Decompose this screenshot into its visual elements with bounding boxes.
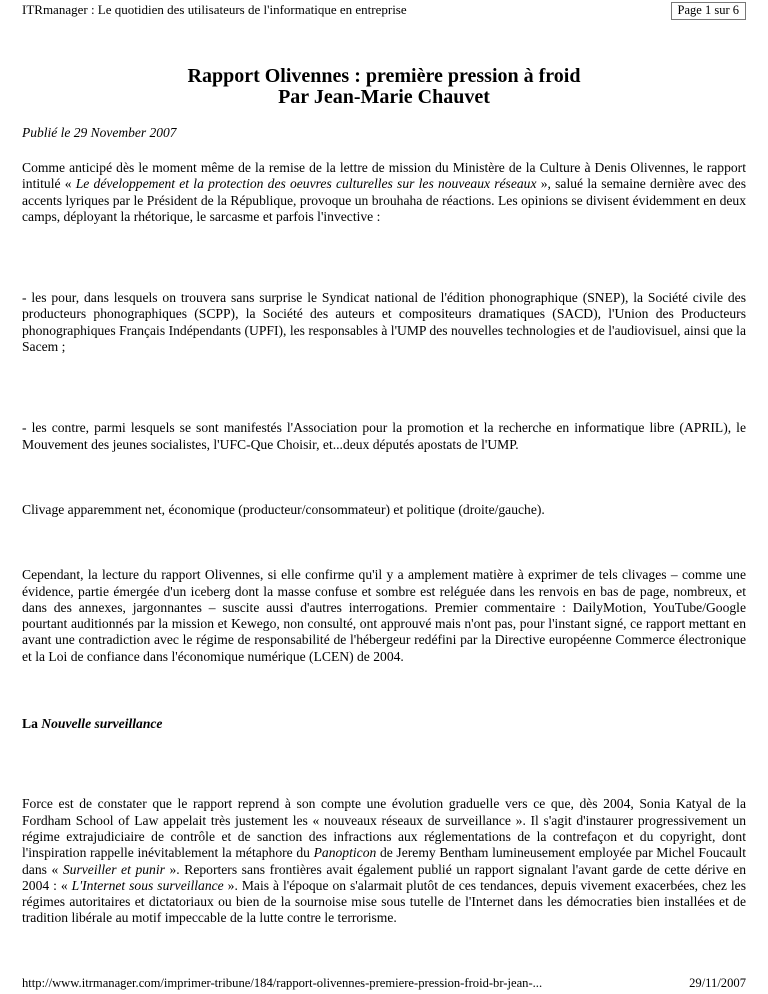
site-title: ITRmanager : Le quotidien des utilisateurs de l'informatique en entreprise bbox=[22, 2, 407, 17]
article-title bbox=[22, 66, 746, 108]
report-title: Le développement et la protection des oeuvres culturelles sur les nouveaux réseaux bbox=[75, 176, 537, 192]
title-line-1: Rapport Olivennes : première pression à froid bbox=[187, 65, 581, 87]
article-body bbox=[22, 160, 746, 927]
publication-date: Publié le 29 November 2007 bbox=[22, 125, 177, 140]
page-indicator: Page 1 sur 6 bbox=[671, 2, 746, 20]
section-heading: La Nouvelle surveillance bbox=[22, 716, 163, 732]
paragraph-cependant: Cependant, la lecture du rapport Olivennes, si elle confirme qu'il y a amplement matière à exprimer de tels clivages – comme une évidence, partie émergée d'un iceberg dont la masse confuse et sombre est reléguée dans les renvois en bas de page, nombreux, et dans des annexes, jargonnantes – suscite aussi d'autres interrogations. Premier commentaire : DailyMotion, YouTube/Google pourtant auditionnés par la mission et Kewego, non consulté, ont approuvé mais n'ont pas, pour l'instant signé, ce rapport mettant en avant une contradiction avec le régime de responsabilité de l'hébergeur redéfini par la Directive européenne Commerce électronique et la Loi de confiance dans l'économique numérique (LCEN) de 2004. bbox=[22, 567, 746, 664]
print-date: 29/11/2007 bbox=[689, 976, 746, 990]
paragraph-pour: - les pour, dans lesquels on trouvera sans surprise le Syndicat national de l'édition phonographique (SNEP), la Société civile des producteurs phonographiques (SCPP), la Société des auteurs et compositeurs dramatiques (SACD), l'Union des Producteurs phonographiques Français Indépendants (UPFI), les responsables à l'UMP des nouvelles technologies et de l'audiovisuel, ainsi que la Sacem ; bbox=[22, 290, 746, 355]
source-url: http://www.itrmanager.com/imprimer-tribune/184/rapport-olivennes-premiere-pression-froid-br-jean-... bbox=[22, 976, 543, 990]
paragraph-intro: Comme anticipé dès le moment même de la remise de la lettre de mission du Ministère de la Culture à Denis Olivennes, le rapport intitulé « Le développement et la protection des oeuvres culturelles sur les nouveaux réseaux », salué la semaine dernière avec des accents lyriques par le Président de la République, provoque un brouhaha de réactions. Les opinions se divisent évidemment en deux camps, déployant la rhétorique, le sarcasme et parfois l'invective : bbox=[22, 160, 746, 224]
paragraph-contre: - les contre, parmi lesquels se sont manifestés l'Association pour la promotion et la recherche en informatique libre (APRIL), le Mouvement des jeunes socialistes, l'UFC-Que Choisir, et...deux députés apostats de l'UMP. bbox=[22, 420, 746, 452]
paragraph-surveillance: Force est de constater que le rapport reprend à son compte une évolution graduelle vers ce que, dès 2004, Sonia Katyal de la Fordham School of Law appelait très justement les « nouveaux réseaux de surveillance ». Il s'agit d'instaurer progressivement un régime extrajudiciaire de contrôle et de sanction des infractions aux réglementations de la contrefaçon et du copyright, dont l'inspiration rappelle inévitablement la métaphore du Panopticon de Jeremy Bentham lumineusement employée par Michel Foucault dans « Surveiller et punir ». Reporters sans frontières avait également publié un rapport signalant l'avant garde de cette dérive en 2004 : « L'Internet sous surveillance ». Mais à l'époque on s'alarmait plutôt de ces tendances, depuis vivement exacerbées, chez les régimes autoritaires et dictatoriaux ou bien de la sournoise mise sous tutelle de l'Internet dans les démocraties bien installées et de tradition libérale au motif impeccable de la lutte contre le terrorisme. bbox=[22, 796, 746, 926]
title-line-2: Par Jean-Marie Chauvet bbox=[278, 86, 490, 108]
page-footer bbox=[22, 976, 746, 991]
page-header bbox=[22, 2, 746, 20]
paragraph-clivage: Clivage apparemment net, économique (producteur/consommateur) et politique (droite/gauche). bbox=[22, 501, 545, 517]
